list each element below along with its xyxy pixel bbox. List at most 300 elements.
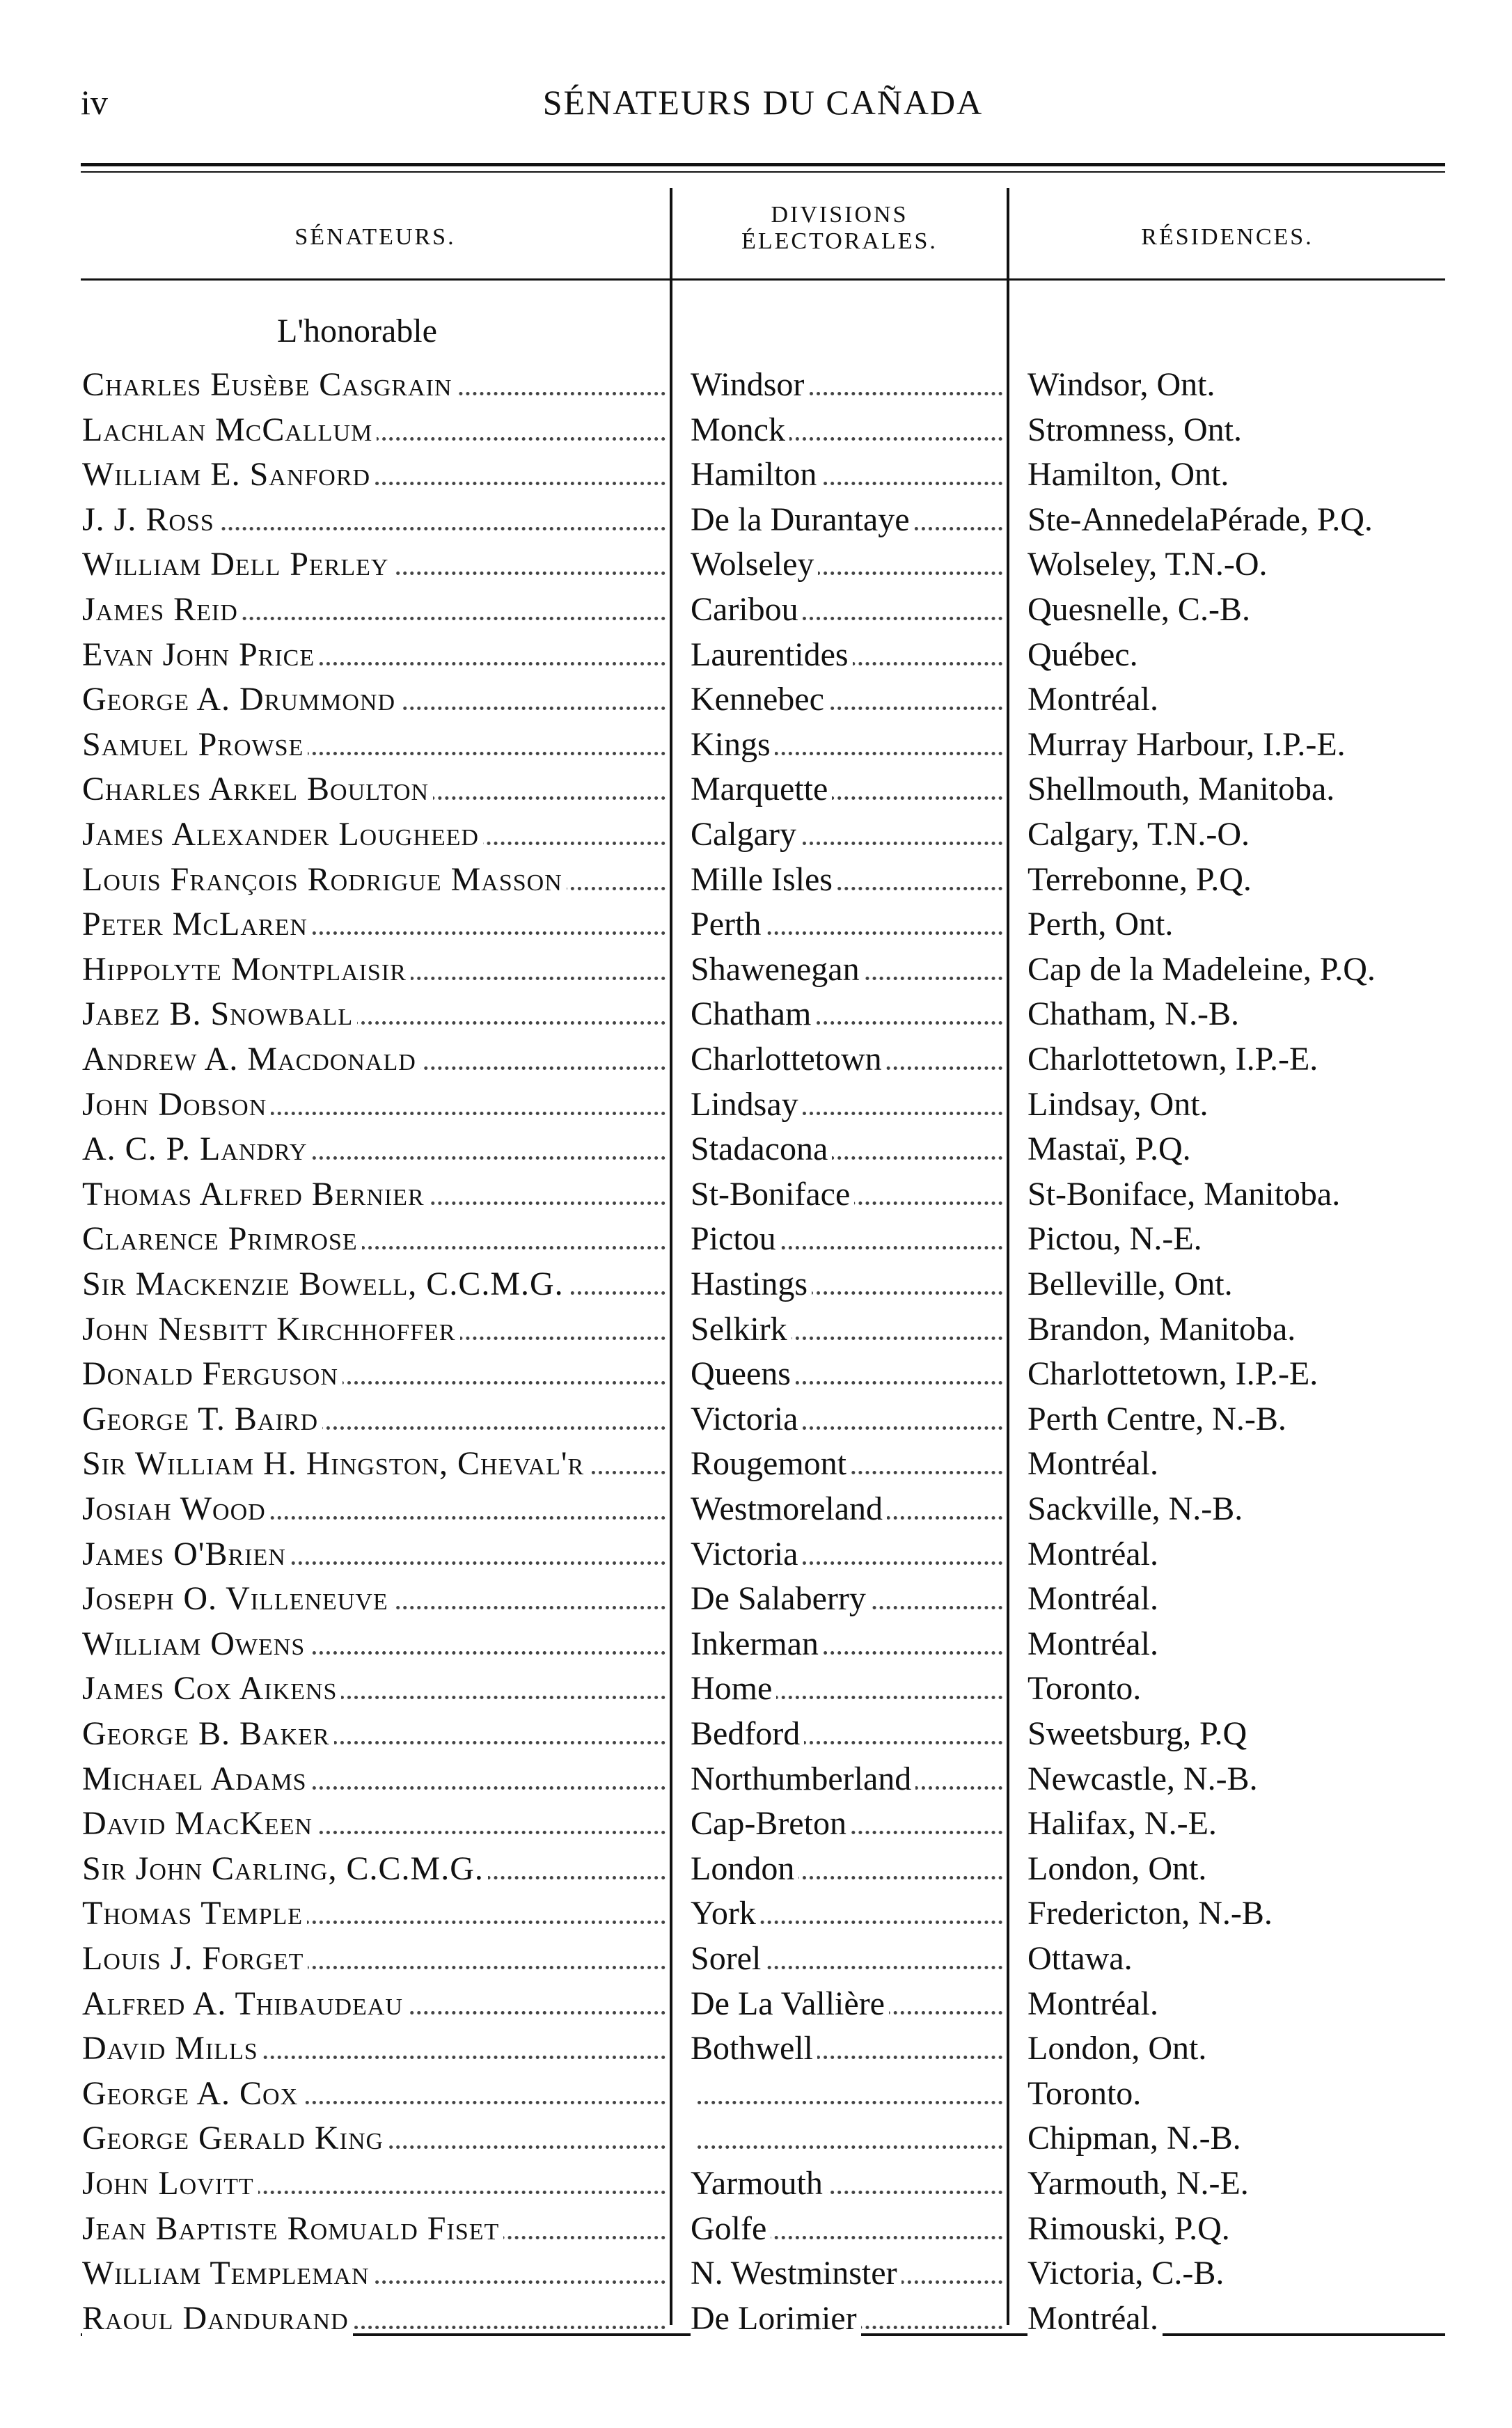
residence-cell [1027, 947, 1473, 993]
residence: Ste-AnnedelaPérade, P.Q. [1027, 501, 1377, 538]
residence: Hamilton, Ont. [1027, 456, 1233, 493]
residence-cell [1027, 1216, 1473, 1262]
electoral-division: Mille Isles [691, 861, 837, 898]
residence-cell [1027, 1576, 1473, 1622]
electoral-division-cell [691, 1666, 1005, 1712]
senator-name-cell [82, 1172, 668, 1217]
residence: Toronto. [1027, 2075, 1145, 2112]
table-row [0, 632, 1512, 678]
residence-cell [1027, 1756, 1473, 1802]
electoral-division-cell [691, 812, 1005, 858]
senator-name-cell [82, 542, 668, 588]
residence-cell [1027, 452, 1473, 498]
electoral-division-cell [691, 1172, 1005, 1217]
senator-name: Clarence Primrose [82, 1220, 362, 1257]
table-row [0, 452, 1512, 498]
residence: Mastaï, P.Q. [1027, 1130, 1195, 1167]
electoral-division: Wolseley [691, 546, 818, 583]
table-row [0, 947, 1512, 993]
dot-leader [691, 2101, 1002, 2104]
residence-cell [1027, 2071, 1473, 2117]
residence-cell [1027, 1486, 1473, 1532]
senator-name: Louis François Rodrigue Masson [82, 861, 567, 898]
table-row [0, 1082, 1512, 1128]
residence: Newcastle, N.-B. [1027, 1760, 1262, 1797]
electoral-division-cell [691, 2026, 1005, 2072]
electoral-division: De Lorimier [691, 2300, 861, 2337]
electoral-division: Caribou [691, 591, 803, 628]
table-row [0, 587, 1512, 633]
senator-name-cell [82, 722, 668, 768]
residence: London, Ont. [1027, 1850, 1211, 1887]
senator-name-cell [82, 1036, 668, 1082]
senator-name-cell [82, 407, 668, 453]
senator-name: Sir William H. Hingston, Cheval'r [82, 1445, 588, 1482]
table-row [0, 1621, 1512, 1667]
residence-cell [1027, 632, 1473, 678]
senator-name-cell [82, 362, 668, 408]
residence: Chatham, N.-B. [1027, 995, 1243, 1032]
electoral-division-cell [691, 677, 1005, 723]
electoral-division: Laurentides [691, 636, 853, 673]
electoral-division: Rougemont [691, 1445, 851, 1482]
table-row [0, 1756, 1512, 1802]
residence-cell [1027, 1307, 1473, 1353]
senator-name: John Lovitt [82, 2165, 258, 2202]
senator-name-cell [82, 1711, 668, 1757]
residence-cell [1027, 722, 1473, 768]
senator-name: Andrew A. Macdonald [82, 1041, 420, 1078]
electoral-division-cell [691, 947, 1005, 993]
electoral-division-cell [691, 1936, 1005, 1982]
senator-name-cell [82, 1756, 668, 1802]
table-row [0, 677, 1512, 723]
senator-name-cell [82, 1351, 668, 1397]
table-row [0, 2206, 1512, 2252]
residence: Montréal. [1027, 1445, 1163, 1482]
electoral-division: Selkirk [691, 1311, 792, 1348]
residence-cell [1027, 2026, 1473, 2072]
electoral-division: N. Westminster [691, 2255, 901, 2292]
residence: Yarmouth, N.-E. [1027, 2165, 1253, 2202]
residence: Montréal. [1027, 1580, 1163, 1617]
senator-name-cell [82, 677, 668, 723]
senator-name: Hippolyte Montplaisir [82, 951, 411, 988]
residence: Quesnelle, C.-B. [1027, 591, 1254, 628]
senator-name: Samuel Prowse [82, 726, 308, 763]
electoral-division-cell [691, 362, 1005, 408]
electoral-division: Kings [691, 726, 775, 763]
table-row [0, 1486, 1512, 1532]
senator-name: Donald Ferguson [82, 1355, 342, 1392]
electoral-division: Pictou [691, 1220, 780, 1257]
column-header-divisions [672, 202, 1007, 255]
table-row [0, 2115, 1512, 2161]
senator-name-cell [82, 2161, 668, 2207]
residence: Murray Harbour, I.P.-E. [1027, 726, 1350, 763]
residence-cell [1027, 407, 1473, 453]
residence-cell [1027, 1666, 1473, 1712]
electoral-division: Chatham [691, 995, 815, 1032]
senator-name-cell [82, 452, 668, 498]
table-row [0, 1891, 1512, 1937]
senator-name-cell [82, 947, 668, 993]
senator-name-cell [82, 1846, 668, 1892]
residence: Calgary, T.N.-O. [1027, 816, 1254, 853]
table-row [0, 1351, 1512, 1397]
senator-name-cell [82, 1307, 668, 1353]
electoral-division: Stadacona [691, 1130, 832, 1167]
electoral-division-cell [691, 1846, 1005, 1892]
senator-name-cell [82, 1082, 668, 1128]
residence: Stromness, Ont. [1027, 411, 1246, 448]
senator-name-cell [82, 1621, 668, 1667]
senator-name-cell [82, 2206, 668, 2252]
table-row [0, 1846, 1512, 1892]
residence-cell [1027, 542, 1473, 588]
residence: Perth Centre, N.-B. [1027, 1401, 1291, 1437]
table-row [0, 812, 1512, 858]
table-row [0, 2161, 1512, 2207]
residence: Windsor, Ont. [1027, 366, 1219, 403]
senator-name: Louis J. Forget [82, 1940, 308, 1977]
electoral-division: Northumberland [691, 1760, 915, 1797]
senator-name: Josiah Wood [82, 1490, 270, 1527]
senator-name: Peter McLaren [82, 906, 312, 943]
electoral-division: De La Vallière [691, 1985, 889, 2022]
electoral-division-cell [691, 497, 1005, 543]
senator-name: Thomas Temple [82, 1895, 307, 1932]
electoral-division: Monck [691, 411, 789, 448]
senator-name-cell [82, 1486, 668, 1532]
electoral-division: Home [691, 1670, 776, 1707]
table-row [0, 1126, 1512, 1172]
electoral-division: Lindsay [691, 1086, 803, 1123]
electoral-division: Bedford [691, 1715, 804, 1752]
residence-cell [1027, 2206, 1473, 2252]
residence: Lindsay, Ont. [1027, 1086, 1213, 1123]
senator-name: Thomas Alfred Bernier [82, 1176, 429, 1213]
electoral-division-cell [691, 452, 1005, 498]
electoral-division-cell [691, 1891, 1005, 1937]
table-row [0, 722, 1512, 768]
senator-name: Jean Baptiste Romuald Fiset [82, 2210, 503, 2247]
residence: Charlottetown, I.P.-E. [1027, 1355, 1322, 1392]
senator-name: John Dobson [82, 1086, 271, 1123]
senator-name: Evan John Price [82, 636, 319, 673]
senator-name: David MacKeen [82, 1805, 317, 1842]
senator-name: James O'Brien [82, 1536, 290, 1572]
senator-name: George A. Drummond [82, 681, 400, 718]
electoral-division: De la Durantaye [691, 501, 914, 538]
electoral-division-cell [691, 407, 1005, 453]
residence: Victoria, C.-B. [1027, 2255, 1228, 2292]
residence-cell [1027, 497, 1473, 543]
column-header-residences: RÉSIDENCES. [1141, 224, 1314, 250]
electoral-division: Victoria [691, 1536, 802, 1572]
residence: Pictou, N.-E. [1027, 1220, 1206, 1257]
electoral-division-cell [691, 587, 1005, 633]
senator-name-cell [82, 1261, 668, 1307]
residence-cell [1027, 857, 1473, 903]
electoral-division-cell [691, 2250, 1005, 2296]
table-row [0, 991, 1512, 1037]
senator-name: James Cox Aikens [82, 1670, 341, 1707]
table-row [0, 542, 1512, 588]
senator-name: Lachlan McCallum [82, 411, 377, 448]
residence: Fredericton, N.-B. [1027, 1895, 1277, 1932]
electoral-division-cell [691, 1036, 1005, 1082]
residence-cell [1027, 1396, 1473, 1442]
residence-cell [1027, 1082, 1473, 1128]
senator-name: Michael Adams [82, 1760, 311, 1797]
table-row [0, 766, 1512, 812]
table-row [0, 1531, 1512, 1577]
table-row [0, 1576, 1512, 1622]
electoral-division: De Salaberry [691, 1580, 870, 1617]
electoral-division: York [691, 1895, 760, 1932]
electoral-division-cell [691, 1082, 1005, 1128]
residence: Montréal. [1027, 1985, 1163, 2022]
senator-name-cell [82, 1981, 668, 2027]
senator-name: William Templeman [82, 2255, 374, 2292]
electoral-division-cell [691, 1441, 1005, 1487]
residence: Chipman, N.-B. [1027, 2120, 1245, 2157]
residence-cell [1027, 766, 1473, 812]
electoral-division: Kennebec [691, 681, 828, 718]
electoral-division: Charlottetown [691, 1041, 886, 1078]
table-row [0, 1441, 1512, 1487]
electoral-division-cell [691, 1621, 1005, 1667]
page-number: iv [81, 83, 108, 122]
electoral-division-cell [691, 542, 1005, 588]
senator-name-cell [82, 1576, 668, 1622]
senator-name-cell [82, 1126, 668, 1172]
electoral-division: Sorel [691, 1940, 765, 1977]
residence-cell [1027, 1711, 1473, 1757]
residence: Brandon, Manitoba. [1027, 1311, 1300, 1348]
residence: Montréal. [1027, 1536, 1163, 1572]
residence: St-Boniface, Manitoba. [1027, 1176, 1344, 1213]
senator-name: Charles Arkel Boulton [82, 771, 433, 807]
senator-name-cell [82, 1531, 668, 1577]
senator-name: Jabez B. Snowball [82, 995, 357, 1032]
electoral-division-cell [691, 901, 1005, 947]
senator-name: George Gerald King [82, 2120, 388, 2157]
electoral-division-cell [691, 1126, 1005, 1172]
electoral-division-cell [691, 991, 1005, 1037]
header-bottom-rule-3 [1009, 278, 1445, 281]
senator-name-cell [82, 857, 668, 903]
electoral-division-cell [691, 2161, 1005, 2207]
residence-cell [1027, 1621, 1473, 1667]
senator-name-cell [82, 1666, 668, 1712]
residence-cell [1027, 362, 1473, 408]
senator-name: George B. Baker [82, 1715, 334, 1752]
senator-name-cell [82, 632, 668, 678]
header-bottom-rule-1 [81, 278, 670, 281]
senator-name-cell [82, 587, 668, 633]
header-bottom-rule-2 [672, 278, 1007, 281]
senator-name: William Dell Perley [82, 546, 393, 583]
table-row [0, 1172, 1512, 1217]
residence-cell [1027, 2161, 1473, 2207]
senator-name-cell [82, 2115, 668, 2161]
senator-name: Charles Eusèbe Casgrain [82, 366, 456, 403]
residence-cell [1027, 587, 1473, 633]
residence: Toronto. [1027, 1670, 1145, 1707]
residence-cell [1027, 1846, 1473, 1892]
electoral-division-cell [691, 857, 1005, 903]
electoral-division-cell [691, 1396, 1005, 1442]
residence: Perth, Ont. [1027, 906, 1177, 943]
senator-name-cell [82, 1891, 668, 1937]
residence-cell [1027, 1351, 1473, 1397]
residence-cell [1027, 1036, 1473, 1082]
electoral-division-cell [691, 2071, 1005, 2117]
column-header-divisions-line2: ÉLECTORALES. [741, 228, 938, 254]
senator-name: William E. Sanford [82, 456, 375, 493]
electoral-division-cell [691, 1351, 1005, 1397]
table-row [0, 1936, 1512, 1982]
electoral-division [691, 2120, 695, 2157]
electoral-division-cell [691, 2115, 1005, 2161]
table-row [0, 1216, 1512, 1262]
residence: Halifax, N.-E. [1027, 1805, 1221, 1842]
running-head [81, 82, 1445, 145]
electoral-division: Golfe [691, 2210, 771, 2247]
senator-name-cell [82, 901, 668, 947]
residence: Montréal. [1027, 1625, 1163, 1662]
senator-name-cell [82, 497, 668, 543]
residence: Shellmouth, Manitoba. [1027, 771, 1339, 807]
senator-name-cell [82, 766, 668, 812]
residence-cell [1027, 677, 1473, 723]
table-row [0, 901, 1512, 947]
senator-name: John Nesbitt Kirchhoffer [82, 1311, 460, 1348]
residence: Rimouski, P.Q. [1027, 2210, 1234, 2247]
electoral-division [691, 2075, 695, 2112]
table-row [0, 857, 1512, 903]
electoral-division-cell [691, 722, 1005, 768]
residence: Charlottetown, I.P.-E. [1027, 1041, 1322, 1078]
residence-cell [1027, 991, 1473, 1037]
senator-name-cell [82, 1441, 668, 1487]
senator-name: Joseph O. Villeneuve [82, 1580, 393, 1617]
electoral-division: Calgary [691, 816, 801, 853]
table-row [0, 1801, 1512, 1847]
electoral-division-cell [691, 1261, 1005, 1307]
senator-name-cell [82, 1216, 668, 1262]
residence: Montréal. [1027, 681, 1163, 718]
senator-name: James Alexander Lougheed [82, 816, 483, 853]
residence: Belleville, Ont. [1027, 1266, 1237, 1302]
residence-cell [1027, 901, 1473, 947]
senator-name: Sir John Carling, C.C.M.G. [82, 1850, 488, 1887]
electoral-division-cell [691, 1576, 1005, 1622]
electoral-division: Yarmouth [691, 2165, 827, 2202]
electoral-division-cell [691, 1981, 1005, 2027]
senator-name-cell [82, 2250, 668, 2296]
residence-cell [1027, 2250, 1473, 2296]
senator-name-cell [82, 2071, 668, 2117]
senator-name: William Owens [82, 1625, 309, 1662]
table-row [0, 2250, 1512, 2296]
table-row [0, 497, 1512, 543]
residence-cell [1027, 1261, 1473, 1307]
residence: Wolseley, T.N.-O. [1027, 546, 1272, 583]
table-row [0, 1711, 1512, 1757]
electoral-division-cell [691, 766, 1005, 812]
residence-cell [1027, 1172, 1473, 1217]
residence: Québec. [1027, 636, 1142, 673]
senator-name-cell [82, 991, 668, 1037]
electoral-division: Windsor [691, 366, 808, 403]
residence-cell [1027, 1126, 1473, 1172]
electoral-division-cell [691, 632, 1005, 678]
senator-name-cell [82, 1936, 668, 1982]
residence-cell [1027, 1981, 1473, 2027]
dot-leader [691, 2145, 1002, 2149]
table-row [0, 2026, 1512, 2072]
electoral-division: London [691, 1850, 798, 1887]
electoral-division: Hamilton [691, 456, 821, 493]
senator-name-cell [82, 1396, 668, 1442]
residence-cell [1027, 1936, 1473, 1982]
running-title: SÉNATEURS DU CAÑADA [542, 83, 984, 122]
residence-cell [1027, 1441, 1473, 1487]
table-row [0, 407, 1512, 453]
column-header-divisions-line1: DIVISIONS [771, 202, 908, 228]
electoral-division: Victoria [691, 1401, 802, 1437]
electoral-division: Shawenegan [691, 951, 864, 988]
table-row [0, 362, 1512, 408]
electoral-division: Hastings [691, 1266, 812, 1302]
residence: Terrebonne, P.Q. [1027, 861, 1256, 898]
electoral-division: Perth [691, 906, 765, 943]
electoral-division-cell [691, 1216, 1005, 1262]
residence-cell [1027, 1801, 1473, 1847]
electoral-division-cell [691, 2206, 1005, 2252]
residence: Ottawa. [1027, 1940, 1137, 1977]
senator-name: George A. Cox [82, 2075, 302, 2112]
senator-name-cell [82, 1801, 668, 1847]
residence: Montréal. [1027, 2300, 1163, 2337]
senator-name: J. J. Ross [82, 501, 219, 538]
senator-name: David Mills [82, 2030, 262, 2067]
electoral-division-cell [691, 1307, 1005, 1353]
senator-name: George T. Baird [82, 1401, 322, 1437]
electoral-division: Inkerman [691, 1625, 823, 1662]
senator-name-cell [82, 812, 668, 858]
top-double-rule-thin [81, 171, 1445, 173]
electoral-division: St-Boniface [691, 1176, 854, 1213]
table-row [0, 2071, 1512, 2117]
table-row [0, 1307, 1512, 1353]
table-row [0, 1981, 1512, 2027]
electoral-division: Queens [691, 1355, 795, 1392]
electoral-division: Marquette [691, 771, 832, 807]
electoral-division: Cap-Breton [691, 1805, 851, 1842]
residence: London, Ont. [1027, 2030, 1211, 2067]
table-row [0, 1396, 1512, 1442]
residence: Sweetsburg, P.Q [1027, 1715, 1251, 1752]
column-header-senateurs: SÉNATEURS. [294, 224, 456, 250]
senator-name-cell [82, 2026, 668, 2072]
electoral-division-cell [691, 1801, 1005, 1847]
electoral-division-cell [691, 1486, 1005, 1532]
residence-cell [1027, 2115, 1473, 2161]
